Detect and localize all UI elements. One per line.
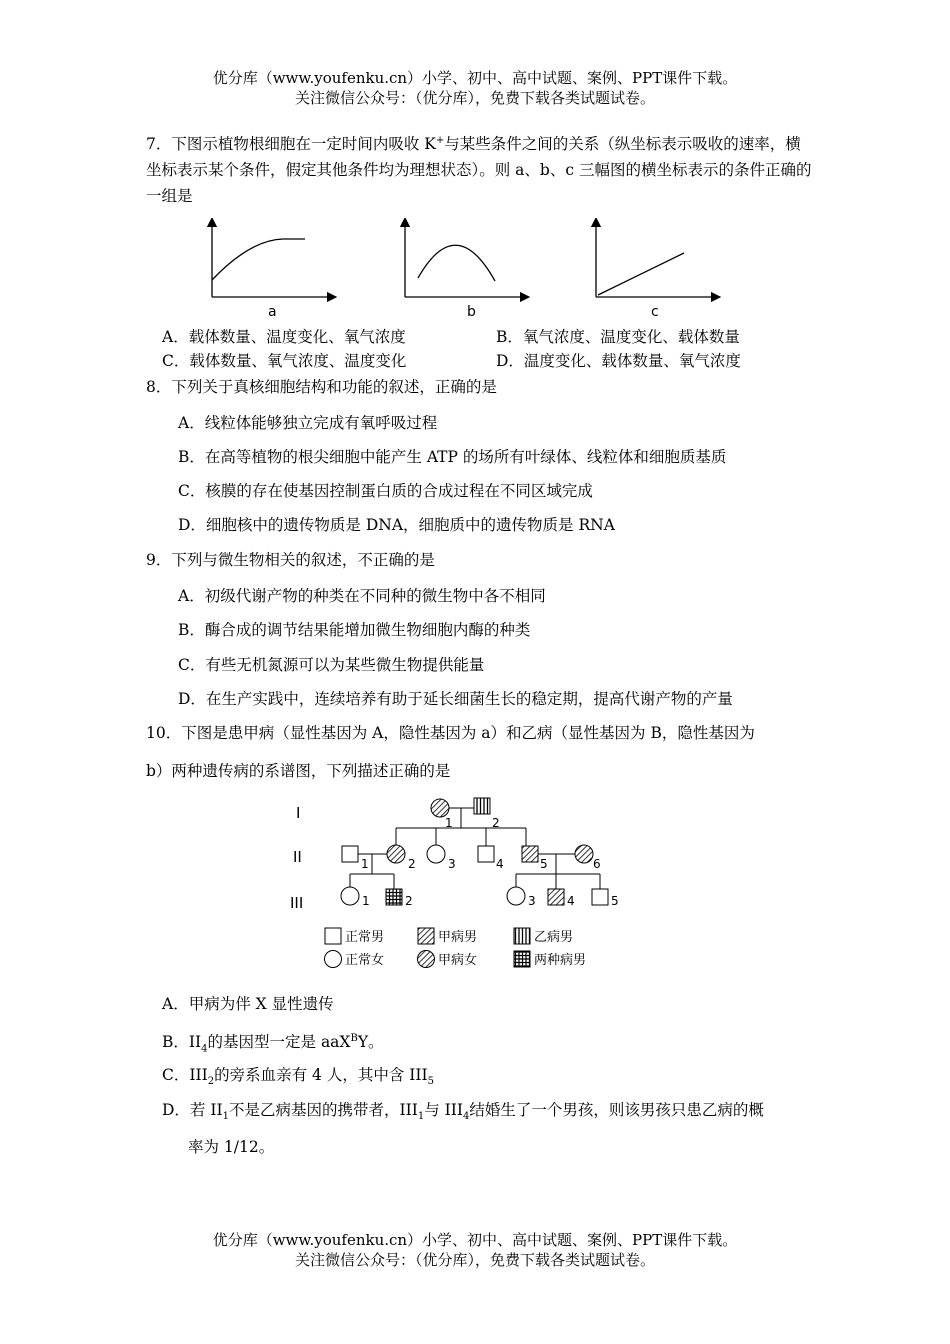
person-II-4 <box>478 846 494 862</box>
q10-option-d: D．若 $II_1$不是乙病基因的携带者，$III_1$与 $III_4$结婚生了一个男孩，则该男孩只患乙病的概 <box>162 1101 764 1123</box>
person-III-2 <box>386 889 402 905</box>
person-III-1 <box>341 887 359 905</box>
q10-option-a: A．甲病为伴 X 显性遗传 <box>162 995 334 1013</box>
question-7-stem <box>146 128 816 209</box>
pedigree-chart <box>280 790 640 975</box>
person-II-4-number: 4 <box>496 857 504 871</box>
legend-disease-a-male: 甲病男 <box>438 930 478 945</box>
pedigree-legend <box>325 928 587 968</box>
person-I-2-number: 2 <box>492 816 500 830</box>
q10-option-d-continued: 率为 1/12。 <box>188 1138 275 1156</box>
legend-both-disease-male: 两种病男 <box>534 953 587 968</box>
generation-label-2: II <box>293 848 302 866</box>
person-III-1-number: 1 <box>362 894 370 908</box>
q7-option-c: C．载体数量、氧气浓度、温度变化 <box>162 352 407 370</box>
legend-normal-female: 正常女 <box>345 953 385 968</box>
q7-option-a: A．载体数量、温度变化、氧气浓度 <box>162 328 406 346</box>
person-II-3-number: 3 <box>448 857 456 871</box>
person-I-2 <box>474 798 490 814</box>
person-II-5 <box>522 846 538 862</box>
person-III-5 <box>592 889 608 905</box>
person-III-4 <box>548 889 564 905</box>
person-II-3 <box>427 845 445 863</box>
person-III-3-number: 3 <box>528 894 536 908</box>
question-10-stem-1: 10．下图是患甲病（显性基因为 A，隐性基因为 a）和乙病（显性基因为 B，隐性基因为 <box>146 724 755 742</box>
legend-disease-a-female: 甲病女 <box>438 953 478 968</box>
page-footer <box>0 1230 950 1270</box>
person-I-1-number: 1 <box>445 816 453 830</box>
header-line-2: 关注微信公众号：（优分库），免费下载各类试题试卷。 <box>294 89 655 107</box>
page-header <box>0 68 950 108</box>
q7-option-d: D．温度变化、载体数量、氧气浓度 <box>496 352 741 370</box>
q9-option-c: C．有些无机氮源可以为某些微生物提供能量 <box>178 656 485 674</box>
q8-option-b: B．在高等植物的根尖细胞中能产生 ATP 的场所有叶绿体、线粒体和细胞质基质 <box>178 448 727 466</box>
generation-label-1: I <box>296 804 301 822</box>
graph-b <box>405 222 525 320</box>
q9-option-b: B．酶合成的调节结果能增加微生物细胞内酶的种类 <box>178 621 531 639</box>
person-II-1 <box>342 846 358 862</box>
q9-option-a: A．初级代谢产物的种类在不同种的微生物中各不相同 <box>178 587 546 605</box>
legend-disease-b-male: 乙病男 <box>534 930 574 945</box>
question-8-stem: 8．下列关于真核细胞结构和功能的叙述，正确的是 <box>146 378 497 396</box>
generation-label-3: III <box>290 894 304 912</box>
person-III-2-number: 2 <box>405 894 413 908</box>
person-III-5-number: 5 <box>611 894 619 908</box>
q8-option-a: A．线粒体能够独立完成有氧呼吸过程 <box>178 414 438 432</box>
person-III-3 <box>507 887 525 905</box>
person-II-5-number: 5 <box>540 857 548 871</box>
person-II-6 <box>575 845 593 863</box>
person-II-2-number: 2 <box>408 857 416 871</box>
q7-graphs <box>195 218 735 324</box>
footer-line-1: 优分库（www.youfenku.cn）小学、初中、高中试题、案例、PPT课件下载。 <box>212 1231 738 1249</box>
graph-a <box>212 222 332 320</box>
person-I-1 <box>431 799 449 817</box>
header-line-1: 优分库（www.youfenku.cn）小学、初中、高中试题、案例、PPT课件下载。 <box>212 69 738 87</box>
question-10-stem-2: b）两种遗传病的系谱图，下列描述正确的是 <box>146 762 451 780</box>
q8-option-c: C．核膜的存在使基因控制蛋白质的合成过程在不同区域完成 <box>178 482 593 500</box>
q7-text-b: 与某些条件之间的关系（纵坐标表示吸收的速率，横坐标表示某个条件，假定其他条件均为理想状态）。则 a、b、c 三幅图的横坐标表示的条件正确的一组是 <box>146 135 812 206</box>
graph-a-label: a <box>268 304 277 320</box>
graph-c <box>596 222 716 320</box>
legend-normal-male: 正常男 <box>345 930 385 945</box>
footer-line-2: 关注微信公众号：（优分库），免费下载各类试题试卷。 <box>294 1251 655 1269</box>
q8-option-d: D．细胞核中的遗传物质是 DNA，细胞质中的遗传物质是 RNA <box>178 516 615 534</box>
q7-option-b: B．氧气浓度、温度变化、载体数量 <box>496 328 740 346</box>
person-III-4-number: 4 <box>567 894 575 908</box>
graph-b-label: b <box>467 304 476 320</box>
q10-option-c: C．$III_2$的旁系血亲有 4 人，其中含 $III_5$ <box>162 1066 434 1088</box>
q7-sup: + <box>435 135 445 146</box>
q10-option-b: B．$II_4$的基因型一定是 aaX$^B$Y。 <box>162 1033 384 1055</box>
q7-text-a: 7．下图示植物根细胞在一定时间内吸收 K <box>146 135 436 154</box>
person-II-2 <box>387 845 405 863</box>
person-II-1-number: 1 <box>361 857 369 871</box>
q9-option-d: D．在生产实践中，连续培养有助于延长细菌生长的稳定期，提高代谢产物的产量 <box>178 690 733 708</box>
question-9-stem: 9．下列与微生物相关的叙述，不正确的是 <box>146 551 435 569</box>
graph-c-label: c <box>651 304 659 320</box>
person-II-6-number: 6 <box>593 857 601 871</box>
